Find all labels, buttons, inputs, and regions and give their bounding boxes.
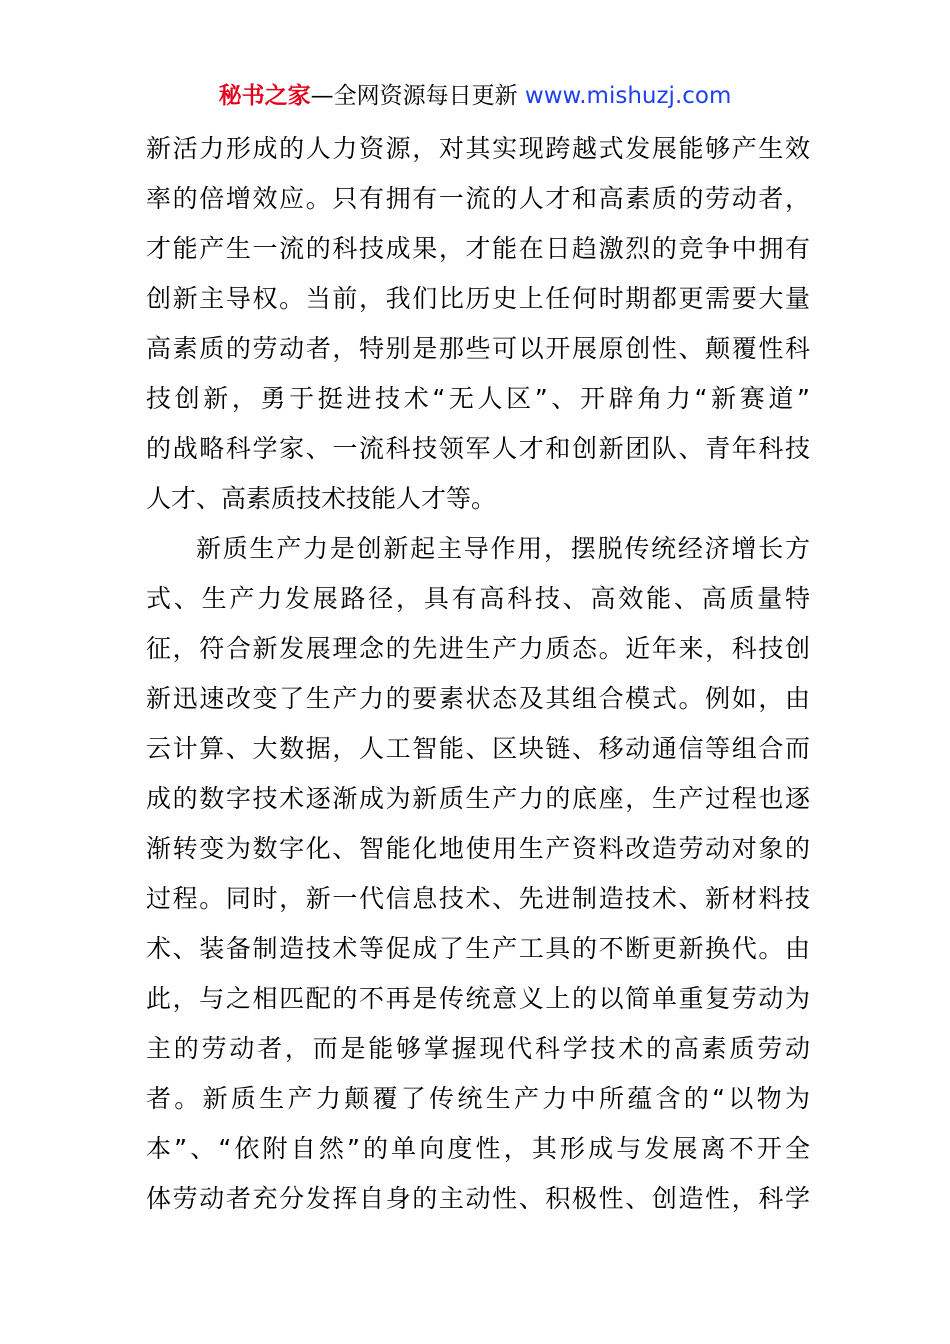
site-url: www.mishuzj.com <box>524 83 732 109</box>
text-line: 渐转变为数字化、智能化地使用生产资料改造劳动对象的 <box>146 834 810 863</box>
paragraph-2 <box>146 524 810 1224</box>
text-line: 式、生产力发展路径，具有高科技、高效能、高质量特 <box>146 584 810 613</box>
text-line: 过程。同时，新一代信息技术、先进制造技术、新材料技 <box>146 884 810 913</box>
text-line: 云计算、大数据，人工智能、区块链、移动通信等组合而 <box>146 734 810 763</box>
text-line: 征，符合新发展理念的先进生产力质态。近年来，科技创 <box>146 634 810 663</box>
text-line: 新质生产力是创新起主导作用，摆脱传统经济增长方 <box>196 534 810 563</box>
text-line: 人才、高素质技术技能人才等。 <box>146 484 497 513</box>
text-line: 者。新质生产力颠覆了传统生产力中所蕴含的“以物为 <box>146 1084 810 1113</box>
text-line: 才能产生一流的科技成果，才能在日趋激烈的竞争中拥有 <box>146 234 810 263</box>
text-line: 体劳动者充分发挥自身的主动性、积极性、创造性，科学 <box>146 1184 810 1213</box>
text-line: 技创新，勇于挺进技术“无人区”、开辟角力“新赛道” <box>146 384 810 413</box>
header-tagline: —全网资源每日更新 <box>310 83 518 109</box>
brand-name: 秘书之家 <box>218 83 311 109</box>
text-line: 主的劳动者，而是能够掌握现代科学技术的高素质劳动 <box>146 1034 810 1063</box>
page-header <box>0 78 950 114</box>
text-line: 创新主导权。当前，我们比历史上任何时期都更需要大量 <box>146 284 810 313</box>
text-line: 此，与之相匹配的不再是传统意义上的以简单重复劳动为 <box>146 984 810 1013</box>
text-line: 本”、“依附自然”的单向度性，其形成与发展离不开全 <box>146 1134 810 1163</box>
text-line: 成的数字技术逐渐成为新质生产力的底座，生产过程也逐 <box>146 784 810 813</box>
text-line: 的战略科学家、一流科技领军人才和创新团队、青年科技 <box>146 434 810 463</box>
text-line: 术、装备制造技术等促成了生产工具的不断更新换代。由 <box>146 934 810 963</box>
paragraph-1 <box>146 124 810 524</box>
text-line: 高素质的劳动者，特别是那些可以开展原创性、颠覆性科 <box>146 334 810 363</box>
text-line: 率的倍增效应。只有拥有一流的人才和高素质的劳动者， <box>146 184 810 213</box>
document-body <box>146 124 810 1224</box>
text-line: 新活力形成的人力资源，对其实现跨越式发展能够产生效 <box>146 134 810 163</box>
text-line: 新迅速改变了生产力的要素状态及其组合模式。例如，由 <box>146 684 810 713</box>
